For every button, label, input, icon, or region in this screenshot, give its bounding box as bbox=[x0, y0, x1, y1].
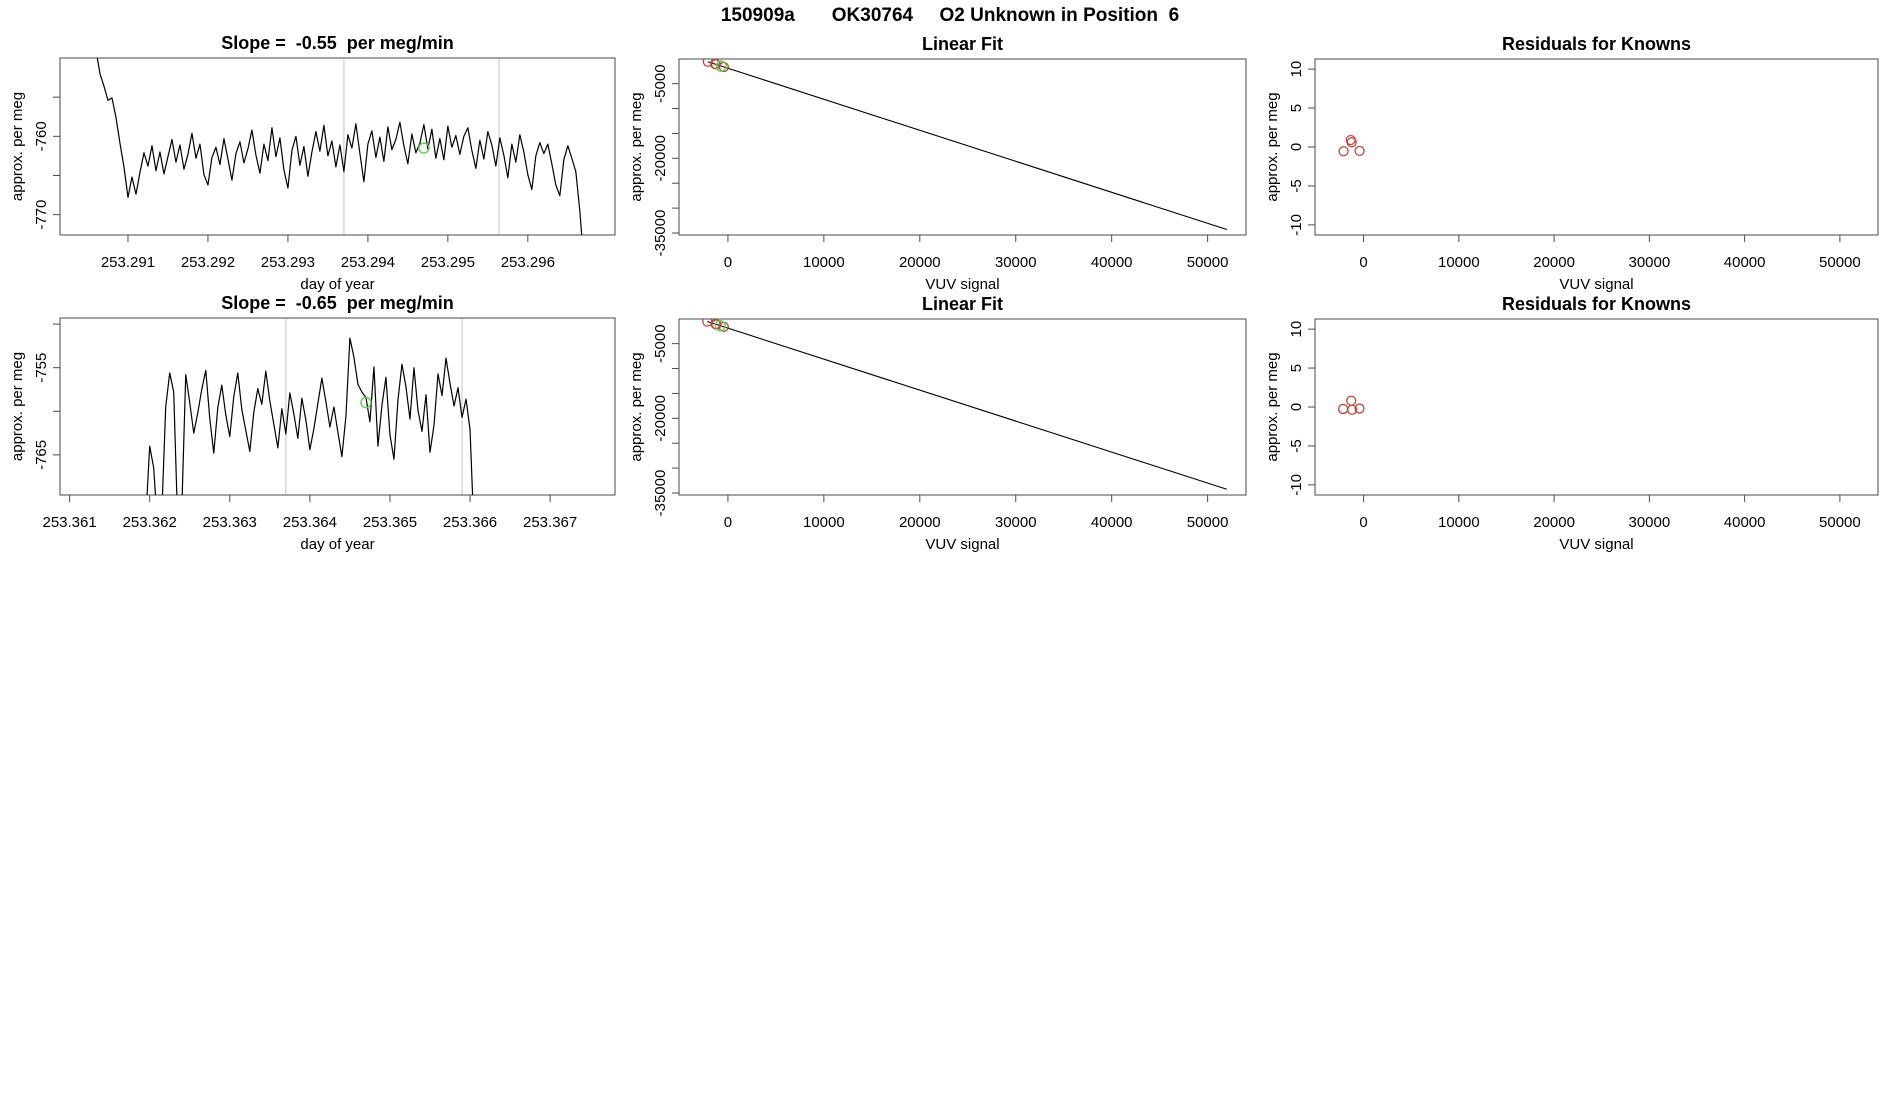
y-axis-label: approx. per meg bbox=[628, 92, 645, 202]
x-axis-label: VUV signal bbox=[1559, 276, 1634, 293]
x-axis-label: VUV signal bbox=[925, 536, 1000, 553]
plot-box bbox=[1315, 59, 1878, 235]
y-tick-label: -765 bbox=[33, 439, 50, 470]
plot-residuals-2 bbox=[1264, 294, 1878, 553]
x-tick-label: 20000 bbox=[898, 514, 941, 531]
x-tick-label: 40000 bbox=[1723, 514, 1766, 531]
y-tick-label: 10 bbox=[1288, 60, 1305, 78]
x-axis-label: day of year bbox=[300, 276, 375, 293]
x-tick-label: 253.363 bbox=[202, 514, 257, 531]
x-tick-label: 20000 bbox=[1533, 254, 1575, 271]
plot-timeseries-2 bbox=[9, 293, 615, 553]
x-tick-label: 50000 bbox=[1186, 254, 1229, 271]
known-marker bbox=[1339, 404, 1348, 413]
y-axis-label: approx. per meg bbox=[1264, 352, 1281, 462]
plot-box bbox=[60, 318, 615, 495]
x-tick-label: 50000 bbox=[1819, 514, 1861, 531]
x-tick-label: 40000 bbox=[1090, 514, 1133, 531]
fit-line bbox=[707, 321, 1227, 489]
x-axis-label: day of year bbox=[300, 536, 375, 553]
y-tick-label: -755 bbox=[33, 352, 50, 383]
x-tick-label: 20000 bbox=[1533, 514, 1575, 531]
x-tick-label: 30000 bbox=[994, 254, 1037, 271]
y-tick-label: -5000 bbox=[652, 324, 669, 363]
x-tick-label: 253.294 bbox=[340, 254, 396, 271]
x-tick-label: 253.365 bbox=[362, 514, 418, 531]
y-tick-label: -760 bbox=[33, 121, 50, 152]
y-axis-label: approx. per meg bbox=[9, 91, 26, 202]
x-axis-label: VUV signal bbox=[1559, 536, 1634, 553]
y-tick-label: -5 bbox=[1288, 179, 1305, 193]
y-tick-label: 0 bbox=[1288, 402, 1305, 412]
main-title: 150909a OK30764 O2 Unknown in Position 6 bbox=[720, 5, 1180, 26]
y-tick-label: -5000 bbox=[652, 64, 669, 103]
plot-title: Linear Fit bbox=[921, 294, 1004, 314]
x-tick-label: 253.364 bbox=[282, 514, 337, 531]
x-tick-label: 30000 bbox=[1628, 514, 1671, 531]
y-tick-label: -5 bbox=[1288, 439, 1305, 453]
known-marker bbox=[1339, 147, 1348, 156]
x-tick-label: 10000 bbox=[1437, 514, 1480, 531]
plot-title: Residuals for Knowns bbox=[1501, 294, 1692, 314]
x-tick-label: 50000 bbox=[1186, 514, 1229, 531]
plot-timeseries-1 bbox=[9, 19, 615, 293]
plot-box bbox=[679, 319, 1246, 495]
y-tick-label: -20000 bbox=[652, 394, 669, 442]
x-tick-label: 30000 bbox=[1628, 254, 1671, 271]
known-marker bbox=[1355, 146, 1364, 155]
x-tick-label: 253.367 bbox=[523, 514, 578, 531]
y-tick-label: -10 bbox=[1288, 214, 1305, 236]
y-tick-label: 5 bbox=[1288, 103, 1305, 113]
plot-box bbox=[1315, 319, 1878, 495]
x-tick-label: 40000 bbox=[1090, 254, 1133, 271]
y-tick-label: 5 bbox=[1288, 363, 1305, 373]
x-tick-label: 10000 bbox=[803, 254, 845, 271]
x-tick-label: 0 bbox=[723, 514, 733, 531]
y-tick-label: -20000 bbox=[652, 134, 669, 182]
y-tick-label: -770 bbox=[33, 199, 50, 230]
x-tick-label: 30000 bbox=[994, 514, 1037, 531]
x-tick-label: 0 bbox=[1359, 254, 1368, 271]
plot-title: Slope = -0.55 per meg/min bbox=[221, 33, 454, 53]
x-tick-label: 253.361 bbox=[42, 514, 97, 531]
x-tick-label: 253.362 bbox=[122, 514, 177, 531]
plot-title: Linear Fit bbox=[921, 34, 1004, 54]
y-tick-label: -35000 bbox=[652, 209, 669, 257]
x-tick-label: 40000 bbox=[1723, 254, 1766, 271]
markers bbox=[1339, 135, 1364, 155]
x-tick-label: 50000 bbox=[1819, 254, 1861, 271]
plot-residuals-1 bbox=[1264, 34, 1878, 293]
markers bbox=[1339, 396, 1364, 414]
x-tick-label: 253.296 bbox=[500, 254, 555, 271]
plot-title: Slope = -0.65 per meg/min bbox=[221, 293, 454, 313]
x-tick-label: 10000 bbox=[1437, 254, 1480, 271]
x-tick-label: 0 bbox=[1359, 514, 1368, 531]
series-trace bbox=[146, 338, 474, 533]
y-axis-label: approx. per meg bbox=[1264, 92, 1281, 202]
plot-box bbox=[60, 58, 615, 235]
x-tick-label: 10000 bbox=[803, 514, 845, 531]
plot-linear-fit-2 bbox=[628, 294, 1246, 553]
x-tick-label: 253.292 bbox=[180, 254, 236, 271]
x-tick-label: 253.295 bbox=[420, 254, 475, 271]
x-tick-label: 253.293 bbox=[260, 254, 316, 271]
series-trace bbox=[92, 19, 584, 262]
y-axis-label: approx. per meg bbox=[628, 352, 645, 462]
x-tick-label: 20000 bbox=[898, 254, 941, 271]
x-axis-label: VUV signal bbox=[925, 276, 1000, 293]
x-tick-label: 253.291 bbox=[100, 254, 156, 271]
y-tick-label: -35000 bbox=[652, 469, 669, 517]
plot-title: Residuals for Knowns bbox=[1501, 34, 1692, 54]
y-tick-label: -10 bbox=[1288, 474, 1305, 496]
y-tick-label: 10 bbox=[1288, 320, 1305, 338]
x-tick-label: 0 bbox=[723, 254, 733, 271]
fit-line bbox=[708, 62, 1227, 230]
y-tick-label: 0 bbox=[1288, 142, 1305, 152]
known-marker bbox=[1347, 396, 1356, 405]
y-axis-label: approx. per meg bbox=[9, 351, 26, 462]
plot-linear-fit-1 bbox=[628, 34, 1246, 293]
x-tick-label: 253.366 bbox=[442, 514, 498, 531]
